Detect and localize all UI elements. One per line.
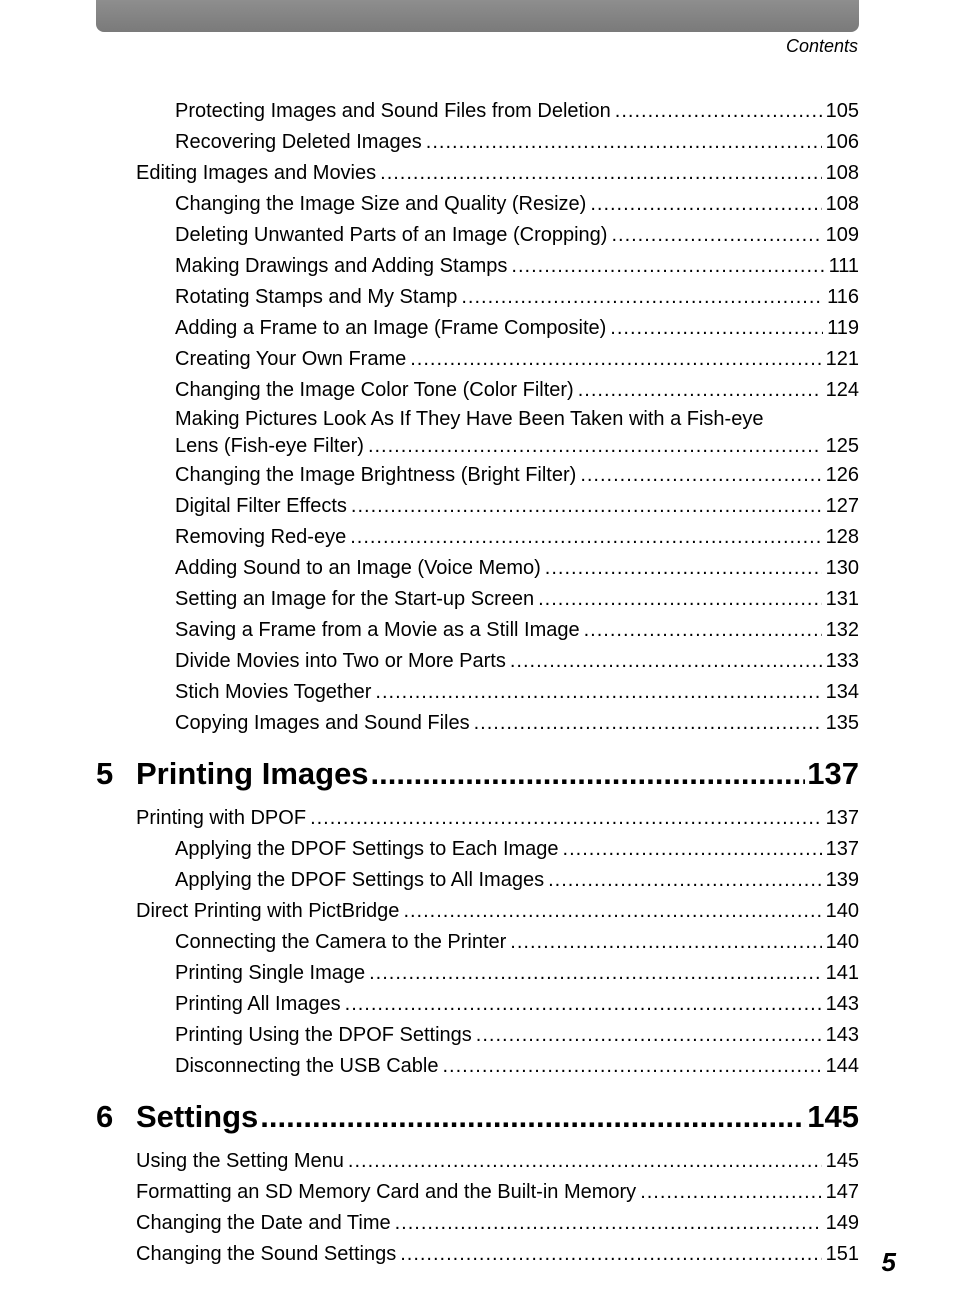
entry-page: 128 [825,526,859,548]
dot-leader [351,491,822,522]
dot-leader [511,251,824,282]
entry-title-line2: Lens (Fish-eye Filter) [175,435,364,457]
entry-page: 130 [825,557,859,579]
entry-title: Connecting the Camera to the Printer [175,931,507,953]
entry-page: 124 [825,379,859,401]
entry-title: Direct Printing with PictBridge [136,900,400,922]
toc-entry[interactable] [96,127,859,158]
toc-entry[interactable] [96,491,859,522]
running-head: Contents [785,36,858,56]
chapter-page: 137 [807,756,859,791]
dot-leader [410,344,821,375]
entry-title: Printing Single Image [175,962,366,984]
dot-leader [395,1208,822,1239]
entry-page: 134 [825,681,859,703]
dot-leader [510,927,821,958]
entry-page: 143 [825,1024,859,1046]
chapter-heading[interactable] [96,1088,859,1146]
entry-page: 106 [825,131,859,153]
entry-title-line1: Making Pictures Look As If They Have Been Taken with a Fish-eye [175,408,764,430]
entry-title: Adding Sound to an Image (Voice Memo) [175,557,541,579]
entry-title: Printing Using the DPOF Settings [175,1024,472,1046]
entry-page: 121 [825,348,859,370]
dot-leader [310,803,822,834]
toc-entry[interactable] [96,865,859,896]
toc-entry[interactable] [96,189,859,220]
dot-leader [578,375,822,406]
entry-page: 149 [825,1212,859,1234]
dot-leader [375,677,821,708]
entry-page: 139 [825,869,859,891]
toc-entry[interactable] [96,927,859,958]
entry-title: Applying the DPOF Settings to Each Image [175,838,559,860]
entry-page: 140 [825,900,859,922]
dot-leader [260,1088,805,1146]
dot-leader [350,522,821,553]
chapter-title: Settings [136,1099,259,1134]
entry-page: 133 [825,650,859,672]
dot-leader [369,958,822,989]
entry-page: 108 [825,193,859,215]
entry-title: Recovering Deleted Images [175,131,422,153]
dot-leader [403,896,821,927]
entry-page: 131 [825,588,859,610]
chapter-number: 6 [96,1099,114,1134]
toc-entry[interactable] [96,989,859,1020]
entry-page: 116 [827,286,859,308]
entry-title: Printing with DPOF [136,807,307,829]
entry-title: Divide Movies into Two or More Parts [175,650,506,672]
dot-leader [400,1239,821,1270]
dot-leader [610,313,823,344]
toc-entry[interactable] [96,896,859,927]
toc-entry[interactable] [96,282,859,313]
dot-leader [640,1177,821,1208]
entry-title: Creating Your Own Frame [175,348,407,370]
dot-leader [545,553,822,584]
entry-page: 137 [825,838,859,860]
entry-title: Disconnecting the USB Cable [175,1055,439,1077]
entry-title: Changing the Date and Time [136,1212,391,1234]
dot-leader [371,745,806,803]
entry-title: Digital Filter Effects [175,495,347,517]
toc-entry[interactable] [96,834,859,865]
entry-page: 108 [825,162,859,184]
dot-leader [510,646,822,677]
entry-page: 140 [825,931,859,953]
toc-entry[interactable] [96,158,859,189]
dot-leader [611,220,821,251]
entry-page: 141 [825,962,859,984]
toc-entry[interactable] [96,677,859,708]
entry-title: Changing the Image Color Tone (Color Filter) [175,379,574,401]
chapter-page: 145 [807,1099,859,1134]
chapter-number: 5 [96,756,114,791]
entry-title: Changing the Sound Settings [136,1243,397,1265]
dot-leader [345,989,822,1020]
entry-title: Protecting Images and Sound Files from Deletion [175,100,611,122]
entry-title: Saving a Frame from a Movie as a Still Image [175,619,580,641]
entry-title: Editing Images and Movies [136,162,377,184]
entry-page: 144 [825,1055,859,1077]
toc-entry[interactable] [96,522,859,553]
toc-entry[interactable] [96,1146,859,1177]
dot-leader [442,1051,821,1082]
entry-title: Deleting Unwanted Parts of an Image (Cropping) [175,224,608,246]
dot-leader [615,96,822,127]
dot-leader [584,615,822,646]
entry-page: 147 [825,1181,859,1203]
entry-title: Formatting an SD Memory Card and the Built-in Memory [136,1181,637,1203]
chapter-heading[interactable] [96,745,859,803]
toc-entry[interactable] [96,553,859,584]
entry-page: 125 [825,435,859,457]
entry-page: 119 [827,317,859,339]
toc-entry[interactable] [96,251,859,282]
dot-leader [590,189,821,220]
toc-entry[interactable] [96,220,859,251]
entry-title: Making Drawings and Adding Stamps [175,255,508,277]
toc-entry[interactable] [96,1051,859,1082]
entry-page: 109 [825,224,859,246]
toc-entry[interactable] [96,584,859,615]
entry-page: 127 [825,495,859,517]
dot-leader [368,433,822,460]
entry-title: Printing All Images [175,993,341,1015]
dot-leader [580,460,821,491]
entry-page: 151 [825,1243,859,1265]
entry-title: Applying the DPOF Settings to All Images [175,869,545,891]
toc-entry[interactable] [96,646,859,677]
entry-title: Changing the Image Size and Quality (Resize) [175,193,587,215]
toc-entry[interactable] [96,615,859,646]
entry-title: Changing the Image Brightness (Bright Filter) [175,464,577,486]
dot-leader [380,158,821,189]
toc-entry[interactable] [96,803,859,834]
entry-page: 105 [825,100,859,122]
entry-page: 111 [828,255,859,277]
entry-title: Stich Movies Together [175,681,372,703]
toc-entry[interactable] [96,1239,859,1270]
dot-leader [348,1146,822,1177]
dot-leader [538,584,822,615]
entry-title: Removing Red-eye [175,526,347,548]
toc-entry[interactable] [96,1020,859,1051]
table-of-contents [96,96,859,1270]
dot-leader [476,1020,822,1051]
chapter-title: Printing Images [136,756,369,791]
page-number: 5 [881,1247,896,1277]
toc-entry[interactable] [96,1177,859,1208]
entry-title: Using the Setting Menu [136,1150,344,1172]
dot-leader [426,127,822,158]
toc-entry[interactable] [96,406,859,460]
toc-entry[interactable] [96,708,859,739]
entry-title: Adding a Frame to an Image (Frame Composite) [175,317,607,339]
dot-leader [474,708,822,739]
dot-leader [563,834,822,865]
dot-leader [461,282,823,313]
entry-page: 126 [825,464,859,486]
toc-entry[interactable] [96,375,859,406]
toc-entry[interactable] [96,1208,859,1239]
header-bar [96,0,859,32]
entry-page: 143 [825,993,859,1015]
toc-entry[interactable] [96,958,859,989]
toc-entry[interactable] [96,344,859,375]
entry-page: 132 [825,619,859,641]
toc-entry[interactable] [96,313,859,344]
dot-leader [548,865,822,896]
entry-page: 137 [825,807,859,829]
toc-entry[interactable] [96,460,859,491]
entry-page: 145 [825,1150,859,1172]
toc-entry[interactable] [96,96,859,127]
entry-page: 135 [825,712,859,734]
entry-title: Rotating Stamps and My Stamp [175,286,458,308]
entry-title: Setting an Image for the Start-up Screen [175,588,535,610]
entry-title: Copying Images and Sound Files [175,712,470,734]
